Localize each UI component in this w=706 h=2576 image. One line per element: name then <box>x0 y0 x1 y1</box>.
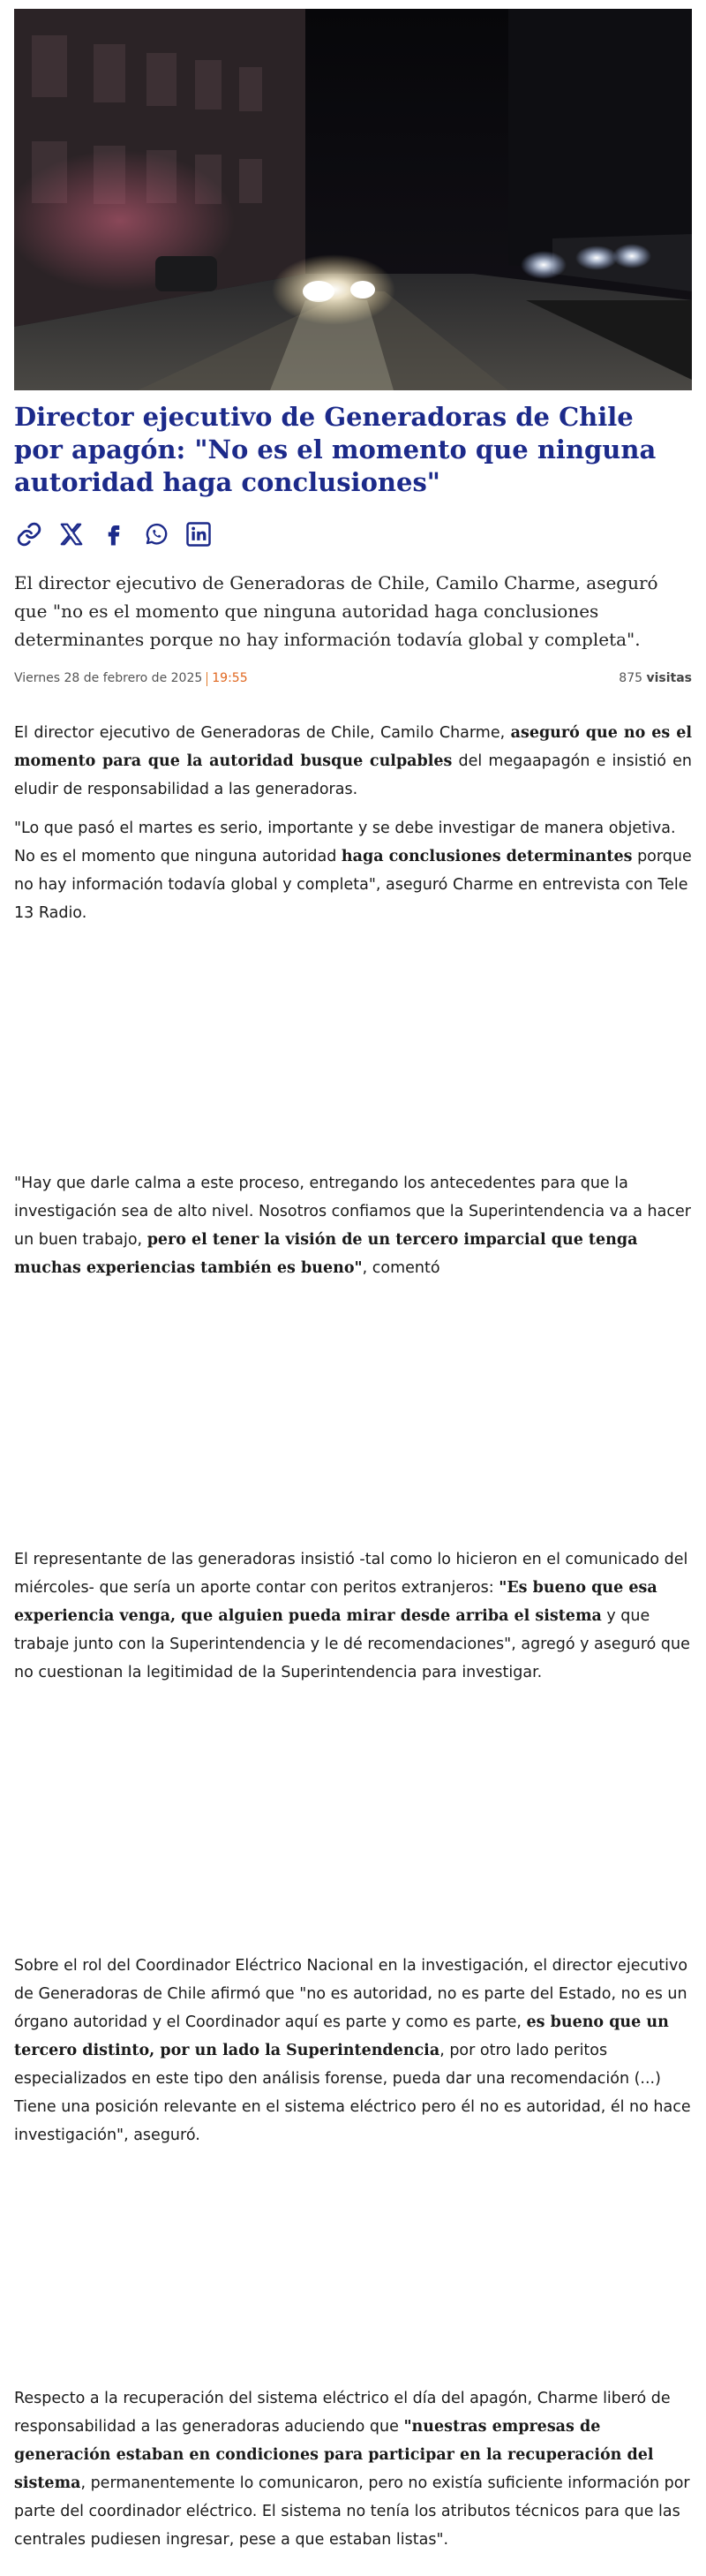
p6-text-c: , permanentemente lo comunicaron, pero no existía suficiente información por parte del coordinador eléctrico. El sistema no tenía los atributos técnicos para que las centrales pudiesen ingresar, pese a que estaban listas". <box>14 2474 690 2549</box>
p6-bold: "nuestras empresas de generación estaban en condiciones para participar en la recuperación del sistema <box>14 2418 654 2492</box>
publish-date: Viernes 28 de febrero de 2025 <box>14 671 203 685</box>
p2-text-c: porque no hay información todavía global y completa", aseguró Charme en entrevista con Tele 13 Radio. <box>14 848 692 922</box>
p1-text-c: del megaapagón e insistió en eludir de responsabilidad a las generadoras. <box>14 752 693 798</box>
p3-text-c: , comentó <box>362 1259 440 1277</box>
p6-text-a: Respecto a la recuperación del sistema eléctrico el día del apagón, Charme liberó de responsabilidad a las generadoras aduciendo que <box>14 2390 671 2436</box>
p1-text-a: El director ejecutivo de Generadoras de Chile, Camilo Charme, <box>14 724 511 742</box>
body-paragraph-1 <box>14 719 692 804</box>
publish-time: 19:55 <box>212 671 248 685</box>
whatsapp-icon[interactable] <box>141 519 171 549</box>
p4-text-c: y que trabaje junto con la Superintendencia y le dé recomendaciones", agregó y aseguró que no cuestionan la legitimidad de la Superintendencia para investigar. <box>14 1607 690 1681</box>
p5-text-a: Sobre el rol del Coordinador Eléctrico Nacional en la investigación, el director ejecutivo de Generadoras de Chile afirmó que "no es autoridad, no es parte del Estado, no es un órgano autoridad y el Coordinador aquí es parte y como es parte, <box>14 1957 688 2031</box>
article-title: Director ejecutivo de Generadoras de Chile por apagón: "No es el momento que ninguna autoridad haga conclusiones" <box>14 402 657 497</box>
visit-counter <box>619 671 692 685</box>
link-icon[interactable] <box>14 519 44 549</box>
article-lead: El director ejecutivo de Generadoras de Chile, Camilo Charme, aseguró que "no es el momento que ninguna autoridad haga conclusiones determinantes porque no hay información todavía global y completa". <box>14 572 658 650</box>
hero-image <box>14 9 692 390</box>
share-bar <box>14 519 214 549</box>
body-paragraph-6 <box>14 2384 692 2554</box>
p1-bold: aseguró que no es el momento para que la autoridad busque culpables <box>14 724 692 770</box>
p2-bold: haga conclusiones determinantes <box>341 848 633 865</box>
p2-text-a: "Lo que pasó el martes es serio, importante y se debe investigar de manera objetiva. No es el momento que ninguna autoridad <box>14 820 676 865</box>
body-paragraph-5 <box>14 1952 692 2149</box>
p4-text-a: El representante de las generadoras insistió -tal como lo hicieron en el comunicado del miércoles- que sería un aporte contar con peritos extranjeros: <box>14 1551 688 1597</box>
linkedin-icon[interactable] <box>184 519 214 549</box>
p5-bold: es bueno que un tercero distinto, por un lado la Superintendencia <box>14 2013 669 2059</box>
p5-text-c: , por otro lado peritos especializados en este tipo den análisis forense, pueda dar una recomendación (...) Tiene una posición relevante en el sistema eléctrico pero él no es autoridad, él no hace investigación", aseguró. <box>14 2042 691 2144</box>
visit-count: 875 <box>619 671 643 685</box>
facebook-icon[interactable] <box>99 519 129 549</box>
visit-label: visitas <box>646 671 692 685</box>
x-icon[interactable] <box>56 519 86 549</box>
body-paragraph-2 <box>14 814 692 927</box>
article-meta <box>14 671 692 689</box>
body-paragraph-3 <box>14 1169 692 1282</box>
p3-bold: pero el tener la visión de un tercero imparcial que tenga muchas experiencias también es bueno" <box>14 1231 638 1277</box>
p3-text-a: "Hay que darle calma a este proceso, entregando los antecedentes para que la investigación sea de alto nivel. Nosotros confiamos que la Superintendencia va a hacer un buen trabajo, <box>14 1175 691 1249</box>
p4-bold: "Es bueno que esa experiencia venga, que alguien pueda mirar desde arriba el sistema <box>14 1579 657 1625</box>
street-night-photo <box>14 9 692 390</box>
body-paragraph-4 <box>14 1545 692 1687</box>
